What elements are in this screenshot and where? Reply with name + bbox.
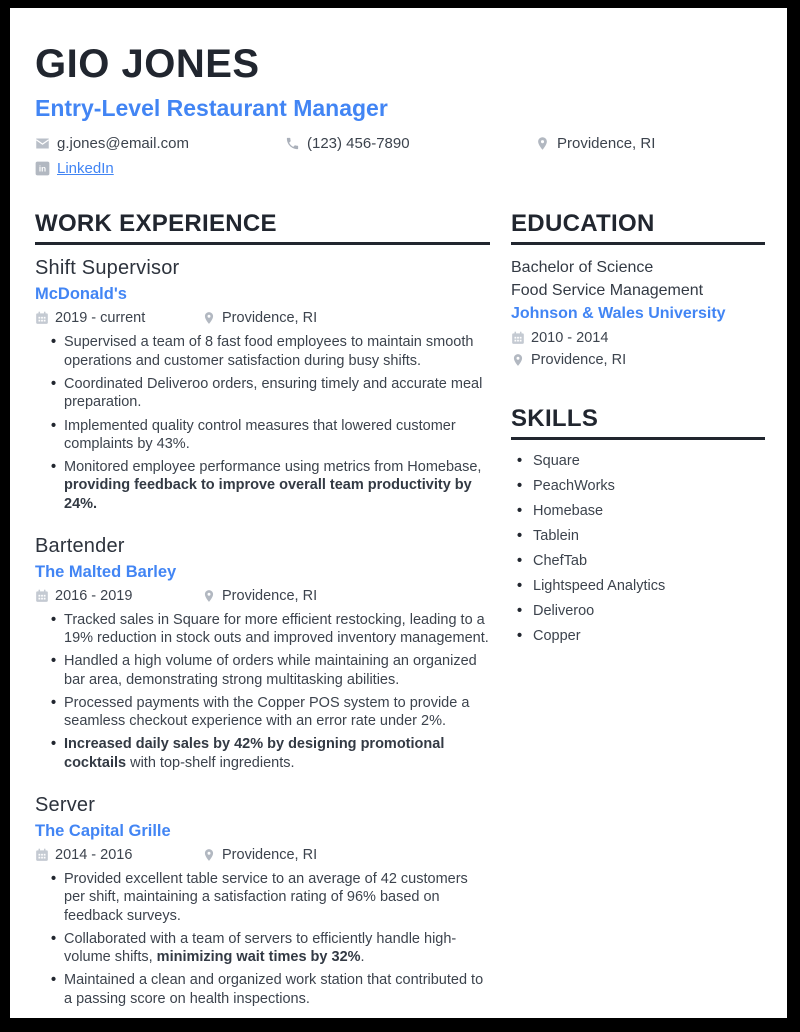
skill-item: • PeachWorks	[511, 476, 765, 496]
contact-email-text: g.jones@email.com	[57, 135, 189, 153]
skill-item: • Deliveroo	[511, 601, 765, 621]
job-location	[202, 847, 317, 863]
bullet-text-segment: Handled a high volume of orders while maintaining an organized bar area, demonstrating strong multitasking abilities.	[64, 653, 477, 688]
bullet-text-segment: Collaborated with a team of servers to efficiently handle high-volume shifts,	[64, 930, 457, 966]
contact-row-2	[35, 160, 766, 177]
skills-heading: SKILLS	[511, 406, 765, 440]
education-entry	[511, 257, 765, 367]
job-bullet	[35, 971, 490, 1008]
calendar-icon	[511, 331, 525, 345]
job-dates-text: 2014 - 2016	[55, 847, 133, 863]
skills-section	[511, 406, 765, 646]
location-pin-icon	[202, 848, 216, 862]
skill-item: • Copper	[511, 626, 765, 646]
bullet-text-segment: Monitored employee performance using metrics from Homebase,	[64, 459, 482, 476]
education-heading: EDUCATION	[511, 211, 765, 245]
job-bullet	[35, 458, 490, 513]
calendar-icon	[35, 589, 49, 603]
calendar-icon	[35, 848, 49, 862]
skill-item: • Lightspeed Analytics	[511, 576, 765, 596]
skill-item: • Homebase	[511, 501, 765, 521]
skill-item: • Tablein	[511, 526, 765, 546]
job-bullet	[35, 652, 490, 689]
contact-row-1	[35, 135, 766, 152]
education-field: Food Service Management	[511, 282, 704, 300]
contact-linkedin	[35, 160, 114, 177]
jobs	[35, 257, 490, 1007]
job-bullet	[35, 930, 490, 967]
job-dates	[35, 847, 202, 863]
job-role: Server	[35, 794, 96, 816]
job-entry	[35, 535, 490, 772]
skill-item: • Square	[511, 451, 765, 471]
job-bullet	[35, 333, 490, 370]
job-location-text: Providence, RI	[222, 587, 318, 604]
bullet-text-segment: minimizing wait times by 32%	[156, 949, 361, 966]
work-experience-heading: WORK EXPERIENCE	[35, 211, 490, 245]
bullet-text-segment: Supervised a team of 8 fast food employees to maintain smooth operations and customer satisfaction during busy shifts.	[64, 334, 474, 369]
education-location-text: Providence, RI	[531, 351, 627, 368]
phone-icon	[285, 136, 300, 151]
job-bullet-list	[35, 611, 490, 772]
education-location	[511, 352, 765, 368]
bullet-text-segment: .	[360, 949, 365, 966]
job-meta-row	[35, 310, 490, 326]
job-dates	[35, 588, 202, 604]
education-dates-text: 2010 - 2014	[531, 329, 609, 346]
bullet-text-segment: Processed payments with the Copper POS system to provide a seamless checkout experience with an error rate under 2%.	[64, 694, 470, 730]
job-role: Shift Supervisor	[35, 257, 180, 280]
job-meta-row	[35, 847, 490, 863]
linkedin-icon	[35, 161, 50, 176]
job-bullet	[35, 735, 490, 772]
job-location	[202, 310, 317, 326]
job-location-text: Providence, RI	[222, 310, 318, 327]
contact-phone-text: (123) 456-7890	[307, 135, 410, 153]
bullet-text-segment: Increased daily sales by 42% by designing promotional cocktails	[64, 736, 445, 771]
location-pin-icon	[202, 311, 216, 325]
job-entry	[35, 794, 490, 1008]
job-dates-text: 2019 - current	[55, 310, 146, 327]
location-pin-icon	[511, 353, 525, 367]
svg-text:in: in	[38, 164, 47, 174]
bullet-text-segment: Provided excellent table service to an average of 42 customers per shift, maintaining a satisfaction rating of 96% based on feedback surveys.	[64, 871, 468, 924]
job-bullet	[35, 611, 490, 648]
bullet-text-segment: providing feedback to improve overall team productivity by 24%.	[64, 477, 472, 512]
bullet-text-segment: with top-shelf ingredients.	[126, 754, 295, 771]
contact-phone	[285, 135, 535, 152]
contact-location-text: Providence, RI	[557, 135, 656, 153]
job-bullet	[35, 375, 490, 412]
resume-page	[10, 8, 787, 1018]
contact-email	[35, 135, 285, 152]
bullet-text-segment: Tracked sales in Square for more efficient restocking, leading to a 19% reduction in stock outs and improved inventory management.	[64, 611, 489, 647]
email-icon	[35, 136, 50, 151]
job-dates	[35, 310, 202, 326]
work-experience-section	[35, 211, 490, 1018]
job-location	[202, 588, 317, 604]
education-dates	[511, 330, 765, 346]
education-section	[511, 211, 765, 367]
job-bullet	[35, 694, 490, 731]
job-dates-text: 2016 - 2019	[55, 587, 133, 604]
job-role: Bartender	[35, 534, 125, 557]
job-company: McDonald's	[35, 285, 127, 304]
job-location-text: Providence, RI	[222, 847, 318, 863]
job-company: The Capital Grille	[35, 822, 171, 840]
candidate-title: Entry-Level Restaurant Manager	[35, 95, 388, 121]
bullet-text-segment: Coordinated Deliveroo orders, ensuring timely and accurate meal preparation.	[64, 376, 483, 411]
skills-list	[511, 451, 765, 646]
contact-location	[535, 135, 655, 152]
resume-header	[35, 44, 766, 177]
location-pin-icon	[535, 136, 550, 151]
right-column	[511, 211, 765, 1018]
bullet-text-segment: Maintained a clean and organized work station that contributed to a passing score on health inspections.	[64, 972, 484, 1007]
calendar-icon	[35, 311, 49, 325]
linkedin-link[interactable]: LinkedIn	[57, 160, 114, 178]
job-bullet	[35, 870, 490, 925]
job-bullet	[35, 417, 490, 454]
job-entry	[35, 257, 490, 512]
location-pin-icon	[202, 589, 216, 603]
education-degree: Bachelor of Science	[511, 259, 654, 277]
candidate-name: GIO JONES	[35, 42, 260, 86]
job-bullet-list	[35, 333, 490, 512]
job-meta-row	[35, 588, 490, 604]
education-school: Johnson & Wales University	[511, 304, 726, 322]
job-company: The Malted Barley	[35, 562, 177, 581]
skill-item: • ChefTab	[511, 551, 765, 571]
job-bullet-list	[35, 870, 490, 1008]
resume-columns	[35, 211, 766, 1018]
bullet-text-segment: Implemented quality control measures that lowered customer complaints by 43%.	[64, 417, 456, 452]
